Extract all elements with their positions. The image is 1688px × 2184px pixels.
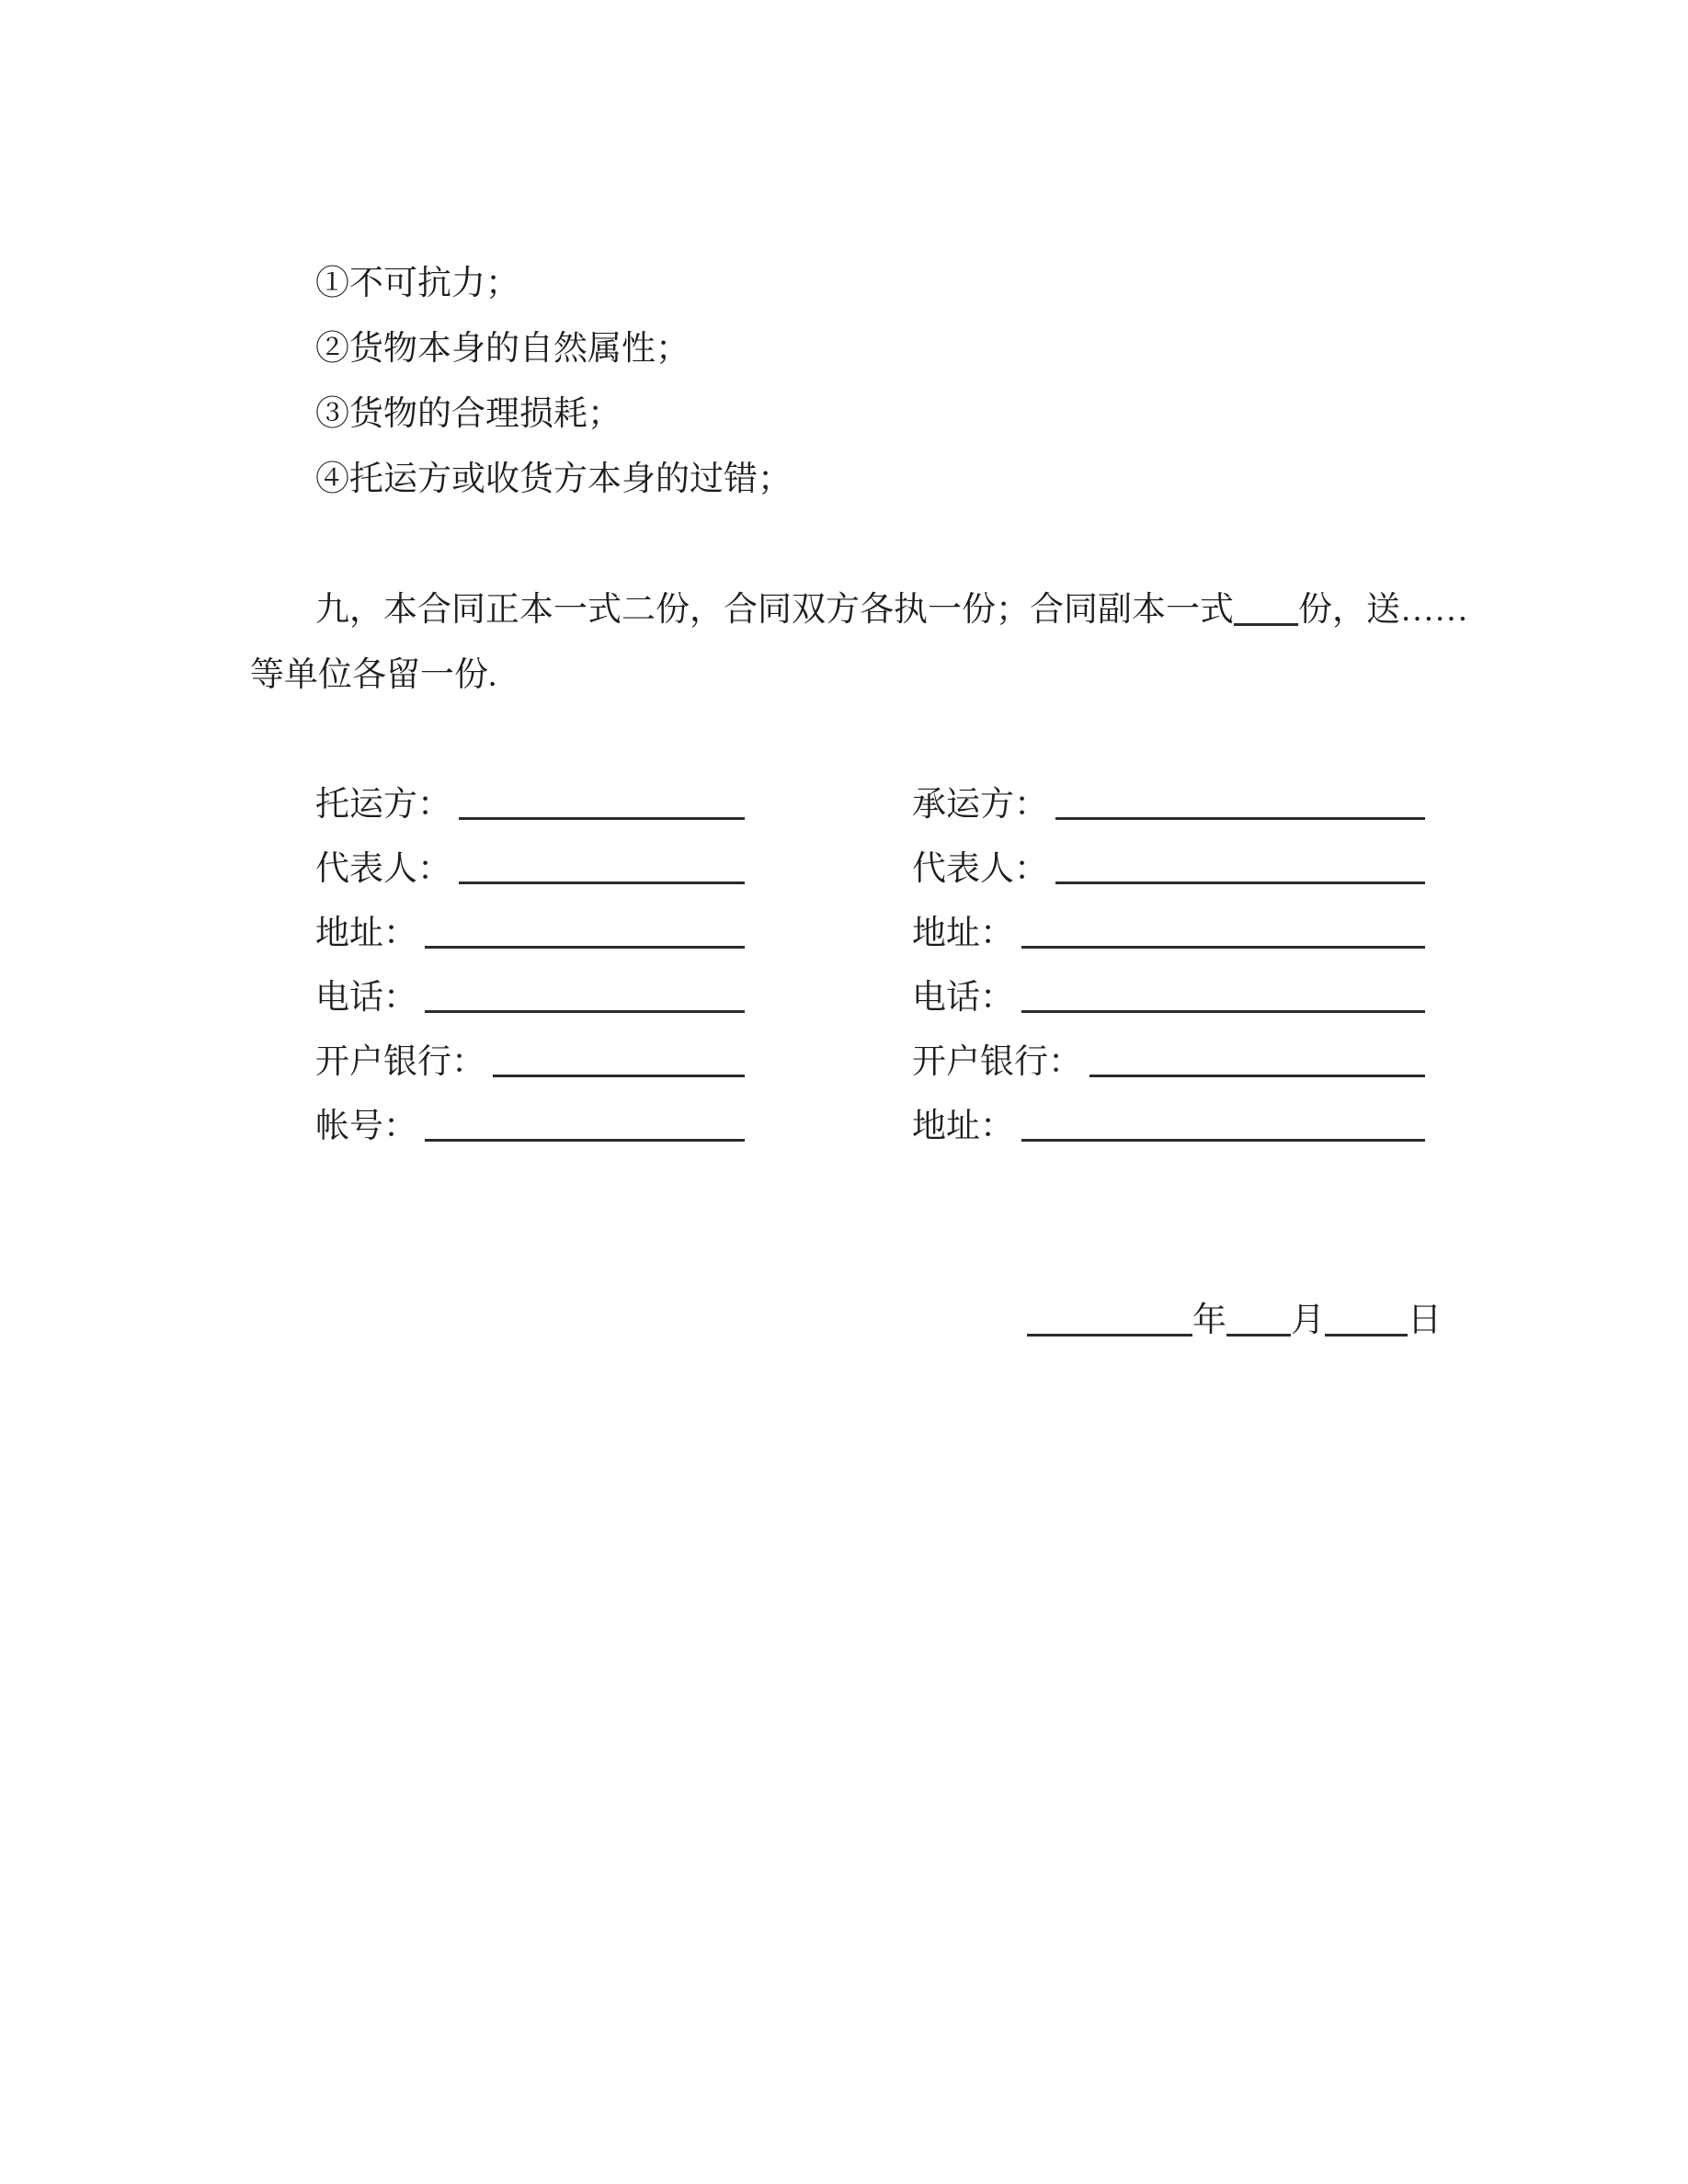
shipper-label: 托运方： <box>315 786 451 824</box>
right-representative-label: 代表人： <box>912 850 1048 888</box>
column-gap <box>745 902 912 966</box>
right-bank-label: 开户银行： <box>912 1043 1082 1081</box>
right-address2-label: 地址： <box>912 1108 1014 1145</box>
date-line <box>250 1288 1442 1353</box>
form-cell <box>315 1095 745 1159</box>
form-row-addresses <box>250 902 1442 966</box>
right-phone-label: 电话： <box>912 979 1014 1017</box>
account-number-label: 帐号： <box>315 1108 417 1145</box>
account-number-fill-line <box>425 1095 745 1142</box>
form-row-banks <box>250 1030 1442 1095</box>
left-bank-fill-line <box>493 1030 745 1077</box>
form-cell <box>315 1030 745 1095</box>
spacer <box>250 708 1442 773</box>
clause-item-1: ①不可抗力； <box>315 265 519 302</box>
blank-year <box>1027 1334 1192 1337</box>
clause-item-4: ④托运方或收货方本身的过错； <box>315 461 792 498</box>
shipper-fill-line <box>459 773 745 820</box>
blank-copies-count <box>1234 623 1298 626</box>
right-address2-fill-line <box>1021 1095 1425 1142</box>
clause-item-2: ②货物本身的自然属性； <box>315 330 690 368</box>
form-cell <box>912 1095 1425 1159</box>
left-representative-label: 代表人： <box>315 850 451 888</box>
right-bank-fill-line <box>1089 1030 1425 1077</box>
right-phone-fill-line <box>1021 966 1425 1013</box>
form-cell <box>912 1030 1425 1095</box>
form-cell <box>912 966 1425 1030</box>
blank-day <box>1325 1334 1408 1337</box>
column-gap <box>745 837 912 902</box>
spacer <box>250 512 1442 577</box>
month-label: 月 <box>1291 1302 1325 1339</box>
form-row-representatives <box>250 837 1442 902</box>
column-gap <box>745 966 912 1030</box>
left-phone-fill-line <box>425 966 745 1013</box>
blank-month <box>1226 1334 1291 1337</box>
left-bank-label: 开户银行： <box>315 1043 485 1081</box>
carrier-fill-line <box>1055 773 1425 820</box>
column-gap <box>745 1095 912 1159</box>
right-address-fill-line <box>1021 902 1425 949</box>
right-address-label: 地址： <box>912 915 1014 952</box>
form-cell <box>315 773 745 837</box>
column-gap <box>745 1030 912 1095</box>
right-representative-fill-line <box>1055 837 1425 884</box>
left-representative-fill-line <box>459 837 745 884</box>
day-label: 日 <box>1408 1302 1442 1339</box>
form-row-account-address <box>250 1095 1442 1159</box>
signature-form <box>250 773 1442 1159</box>
left-address-label: 地址： <box>315 915 417 952</box>
form-cell <box>912 773 1425 837</box>
copies-clause-line2: 等单位各留一份. <box>250 656 497 694</box>
form-cell <box>315 837 745 902</box>
year-label: 年 <box>1192 1302 1226 1339</box>
left-phone-label: 电话： <box>315 979 417 1017</box>
copies-clause-text-after: 份，送…… <box>1298 591 1468 629</box>
left-address-fill-line <box>425 902 745 949</box>
form-row-phones <box>250 966 1442 1030</box>
clause-item-3: ③货物的合理损耗； <box>315 395 622 433</box>
carrier-label: 承运方： <box>912 786 1048 824</box>
form-cell <box>912 902 1425 966</box>
form-cell <box>912 837 1425 902</box>
spacer <box>250 1159 1442 1288</box>
copies-clause-text-before: 九，本合同正本一式二份，合同双方各执一份；合同副本一式 <box>315 591 1234 629</box>
document-content <box>250 251 1468 1353</box>
form-cell <box>315 902 745 966</box>
column-gap <box>745 773 912 837</box>
form-row-shipper-carrier <box>250 773 1442 837</box>
form-cell <box>315 966 745 1030</box>
copies-clause-line1 <box>250 577 1468 643</box>
